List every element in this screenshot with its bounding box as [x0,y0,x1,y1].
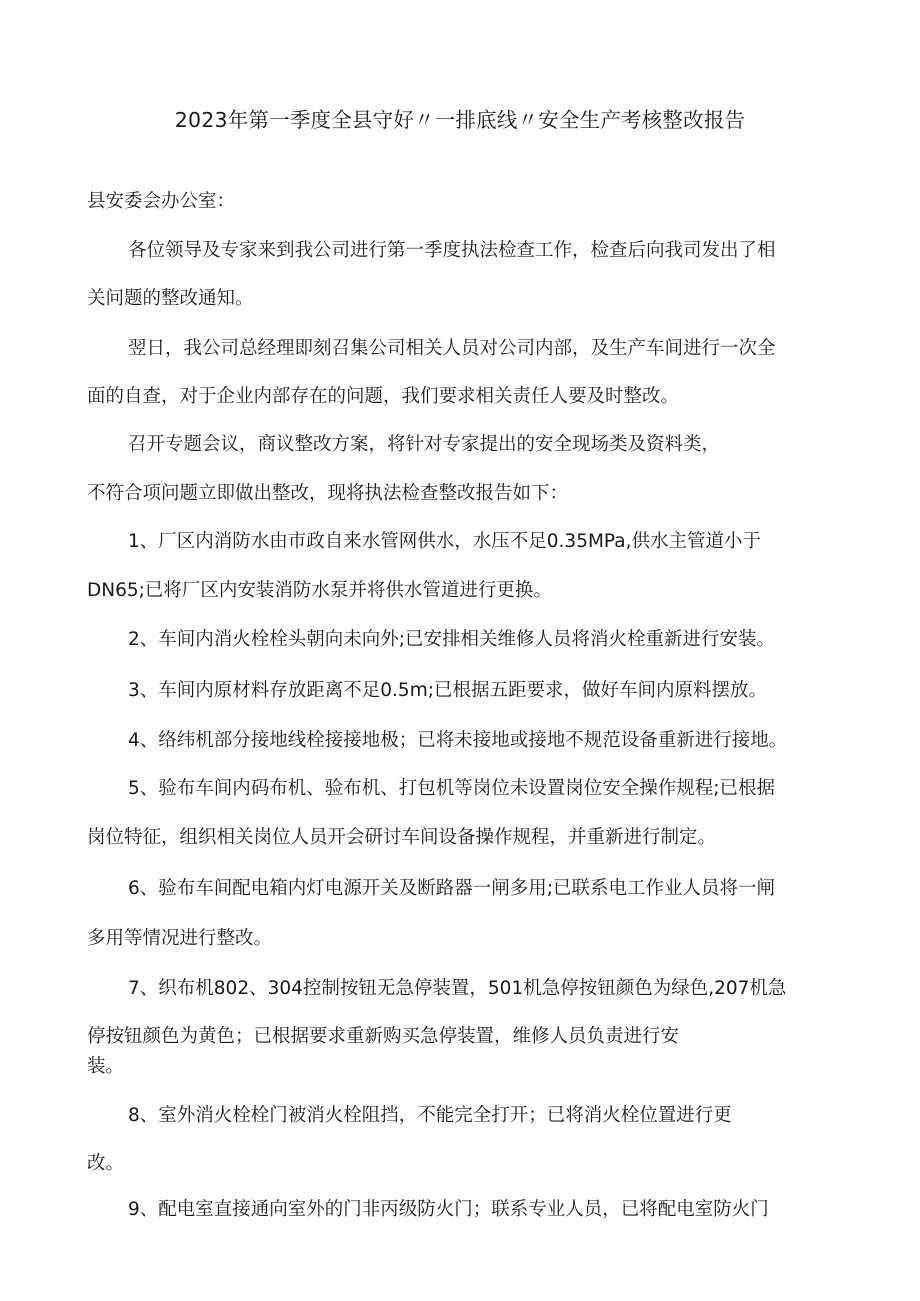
list-item [128,732,787,751]
list-item [128,533,761,552]
item-continuation: 多用等情况进行整改。 [87,928,273,949]
item-number: 4 [128,730,140,751]
item-number: 1 [128,531,140,552]
item-number: 8 [128,1105,140,1126]
item-text: 、车间内原材料存放距离不足0.5m;已根据五距要求，做好车间内原料摆放。 [139,680,767,701]
item-text: 、配电室直接通向室外的门非丙级防火门；联系专业人员，已将配电室防火门 [139,1199,769,1220]
salutation: 县安委会办公室： [87,191,236,212]
item-number: 9 [128,1199,140,1220]
item-text: 、络纬机部分接地线栓接接地极；已将未接地或接地不规范设备重新进行接地。 [139,730,788,751]
document-title: 2023年第一季度全县守好〃一排底线〃安全生产考核整改报告 [174,108,746,132]
next-day-line-1: 翌日，我公司总经理即刻召集公司相关人员对公司内部，及生产车间进行一次全 [128,338,776,359]
list-item [128,682,767,701]
next-day-line-2: 面的自查，对于企业内部存在的问题，我们要求相关责任人要及时整改。 [87,386,680,407]
item-number: 7 [128,978,140,999]
item-number: 6 [128,878,140,899]
item-text: 、厂区内消防水由市政自来水管网供水，水压不足0.35MPa,供水主管道小于 [139,531,761,552]
list-item [128,1107,732,1126]
intro-line-2: 关问题的整改通知。 [87,288,254,309]
item-continuation: 岗位特征，组织相关岗位人员开会研讨车间设备操作规程，并重新进行制定。 [87,827,717,848]
meeting-line-1: 召开专题会议，商议整改方案，将针对专家提出的安全现场类及资料类， [128,434,721,455]
item-number: 5 [128,778,140,799]
item-text: 、织布机802、304控制按钮无急停装置，501机急停按钮颜色为绿色,207机急 [139,978,787,999]
item-continuation: DN65;已将厂区内安装消防水泵并将供水管道进行更换。 [87,580,552,601]
item-text: 、车间内消火栓栓头朝向未向外;已安排相关维修人员将消火栓重新进行安装。 [139,629,776,650]
list-item [128,631,775,650]
item-text: 、验布车间配电箱内灯电源开关及断路器一闸多用;已联系电工作业人员将一闸 [139,878,776,899]
item-text: 、室外消火栓栓门被消火栓阻挡，不能完全打开；已将消火栓位置进行更 [139,1105,732,1126]
intro-line-1: 各位领导及专家来到我公司进行第一季度执法检查工作，检查后向我司发出了相 [128,240,776,261]
list-item [128,780,775,799]
item-continuation: 改。 [87,1153,125,1174]
item-number: 2 [128,629,140,650]
list-item [128,1201,769,1220]
item-number: 3 [128,680,140,701]
list-item [128,980,786,999]
list-item [128,880,775,899]
item-text: 、验布车间内码布机、验布机、打包机等岗位未设置岗位安全操作规程;已根据 [139,778,776,799]
item-continuation: 装。 [87,1056,125,1077]
item-continuation: 停按钮颜色为黄色；已根据要求重新购买急停装置，维修人员负责进行安 [87,1026,680,1047]
meeting-line-2: 不符合项问题立即做出整改，现将执法检查整改报告如下： [87,483,569,504]
